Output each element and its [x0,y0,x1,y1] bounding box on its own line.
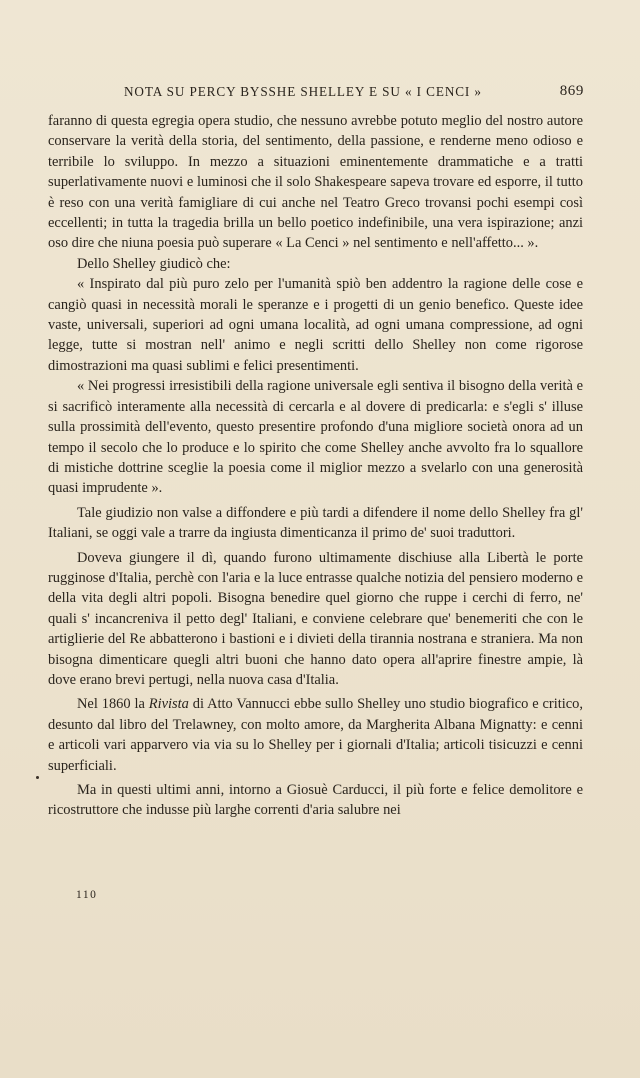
running-head: NOTA SU PERCY BYSSHE SHELLEY E SU « I CENCI » [124,84,482,99]
paragraph-6: Doveva giungere il dì, quando furono ultimamente dischiuse alla Libertà le porte rugginose d'Italia, perchè con l'aria e la luce entrasse qualche notizia del pensiero moderno e della vita degli altri popoli. Bisogna benedire quel giorno che ruppe i cerchi di ferro, ne' quali s' incancreniva il petto degl' Italiani, e conviene celebrare que' benemeriti che con le artiglierie del Re abbatterono i bastioni e i divieti della tirannia nostrana e straniera. Ma non bisogna dimenticare quegli altri buoni che hanno dato opera all'aprire finestre ampie, là dove erano brevi pertugi, nella nuova casa d'Italia. [48,549,583,688]
paragraph-7 [48,694,583,776]
page-header [48,84,584,106]
paragraph-5: Tale giudizio non valse a diffondere e più tardi a difendere il nome dello Shelley fra gl' Italiani, se oggi vale a trarre da ingiusta dimenticanza il primo de' suoi traduttori. [48,504,583,542]
paragraph-1: faranno di questa egregia opera studio, che nessuno avrebbe potuto meglio del nostro autore conservare la verità della storia, del sentimento, della passione, e renderne meno odioso e terribile lo sviluppo. In mezzo a situazioni eminentemente drammatiche e a tratti superlativamente nuovi e luminosi che il solo Shakespeare sapeva trovare ed esporre, il tutto è reso con una verità famigliare di cui anche nel Teatro Greco trovansi pochi esempi così eccellenti; in tutta la tragedia brilla un bello poetico indefinibile, una vera ispirazione; anzi oso dire che niuna poesia può superare « La Cenci » nel sentimento e nell'affetto... ». [48,113,583,252]
print-speck [36,776,39,779]
paragraph-2: Dello Shelley giudicò che: [77,255,231,272]
body-text [48,111,583,821]
paragraph-3: « Inspirato dal più puro zelo per l'umanità spiò ben addentro la ragione delle cose e cangiò quasi in necessità morali le speranze e i progetti di un genio benefico. Queste idee vaste, universali, superiori ad ogni umana località, ad ogni umana compressione, ad ogni legge, tutte si mostran nell' animo e negli scritti dello Shelley non come rigorose dimostrazioni ma quasi sublimi e felici presentimenti. [48,276,583,374]
journal-title-rivista: Rivista [148,696,189,713]
paragraph-8: Ma in questi ultimi anni, intorno a Giosuè Carducci, il più forte e felice demolitore e ricostruttore che indusse più larghe correnti d'aria salubre nei [48,782,583,819]
paragraph-7-after: di Atto Vannucci ebbe sullo Shelley uno studio biografico e critico, desunto dal libro del Trelawney, con molto amore, da Margherita Albana Mignatty: e cenni e articoli vari apparvero via via su lo Shelley per i giornali d'Italia; articoli tisicuzzi e cenni superficiali. [48,696,583,774]
paragraph-4: « Nei progressi irresistibili della ragione universale egli sentiva il bisogno della verità e si sacrificò interamente alla necessità di cercarla e al dovere di predicarla: e s'egli s' illuse sulla prossimità dell'evento, questo presentire profondo d'una migliore società onora ad un tempo il secolo che lo produce e lo spirito che come Shelley anche avvolto fra lo squallore di mistiche dottrine sceglie la poesia come il miglior mezzo a svelarlo con una generosità quasi imprudente ». [48,378,583,497]
paragraph-7-before: Nel 1860 la [77,696,149,713]
signature-mark: 110 [76,889,98,901]
page-number: 869 [559,83,584,99]
